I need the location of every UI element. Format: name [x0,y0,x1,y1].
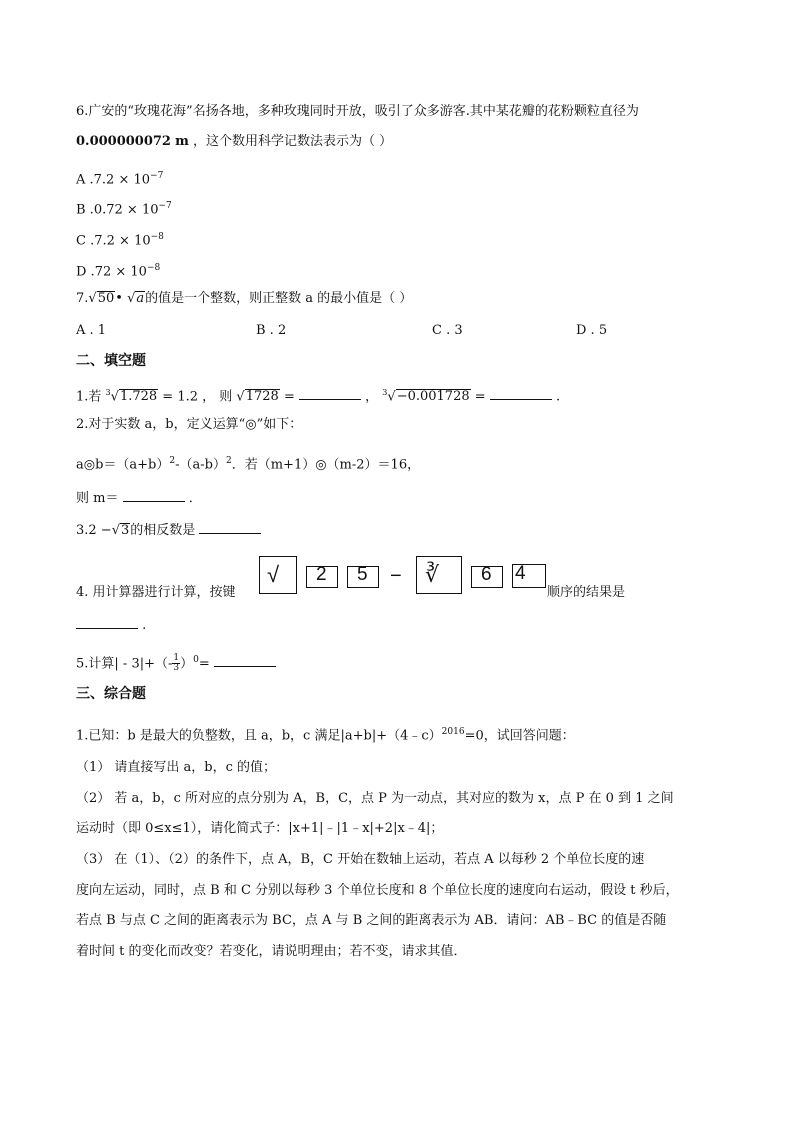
f3-prefix: 3.2 − [76,523,112,538]
c1-part1: （1） 请直接写出 a，b，c 的值； [76,760,277,775]
option-mantissa: 0.72 [93,202,123,218]
f5-prefix: 5.计算| - 3|+（- [76,656,173,672]
f4-answer-line [76,614,146,635]
f2-answer-prefix: 则 m＝ [76,491,119,506]
calc-key-5[interactable] [347,566,379,588]
calc-key-2[interactable] [306,566,338,588]
f1-root-index-1: 3 [105,388,111,397]
q6-number: 0.000000072 [76,134,171,149]
f1-radicand-1: 1.728 [119,389,158,405]
q6-question: ，这个数用科学记数法表示为（ ） [193,134,393,149]
f2-def-a: a◎b＝（a+b） [76,457,170,473]
fraction-numerator: 1 [173,653,180,664]
sqrt-icon: √ [127,291,136,306]
q7-prefix: 7. [76,291,89,306]
option-prefix: B . [76,202,94,218]
f3-question [76,519,261,540]
c1-part3-line4: 着时间 t 的变化而改变？若变化，请说明理由；若不变，请求其值． [76,944,467,959]
f1-root-index-3: 3 [382,388,388,397]
cbrt-icon: √ [110,389,119,405]
calc-key-sqrt[interactable] [259,556,297,594]
f4-end: . [142,618,147,633]
q7-question [76,290,412,308]
section-2-heading: 二、填空题 [76,353,146,369]
option-mantissa: 72 [94,264,112,280]
q7-radicand-2: a [136,291,145,306]
key-label: 4 [515,563,526,584]
f1-comma: ， [365,389,379,405]
calc-minus: − [390,565,402,587]
c1-part2-line2: 运动时（即 0≤x≤1），请化简式子：|x+1|﹣|1﹣x|+2|x﹣4|； [76,821,444,836]
q7-option-c: C . 3 [432,323,463,338]
key-label: 2 [316,564,327,585]
q7-option-d: D . 5 [576,323,608,338]
q6-option-b: B $.0.72 \times 10^{-7}$ [76,201,172,218]
calc-key-cbrt[interactable] [416,556,462,594]
f3-text: 的相反数是 [130,523,196,538]
f1-question [76,384,560,406]
q7-radicand-1: 50 [97,291,115,306]
option-mantissa: 7.2 [93,172,115,188]
q6-line1: 6.广安的“玫瑰花海”名扬各地，多种玫瑰同时开放，吸引了众多游客.其中某花瓣的花粉颗粒直径为 [76,104,639,119]
f4-prefix: 4. 用计算器进行计算，按键 [76,585,236,600]
key-label: 5 [357,564,368,585]
option-mantissa: 7.2 [94,233,115,249]
f2-end: ． [188,491,202,506]
answer-blank[interactable] [214,652,276,667]
f3-radicand: 3 [121,523,130,538]
q7-text: 的值是一个整数，则正整数 a 的最小值是（ ） [145,291,413,306]
c1-line1b: =0，试回答问题： [464,728,575,744]
answer-blank[interactable] [490,385,552,400]
option-prefix: D . [76,264,95,280]
f2-def-b: -（a-b） [175,457,226,473]
key-label: 6 [481,564,492,585]
option-prefix: A . [76,172,94,188]
f5-equals: = [198,656,210,672]
section-3-heading: 三、综合题 [76,686,146,702]
cbrt-icon: ∛ [425,562,440,587]
f2-def-c: ．若（m+1）◎（m-2）＝16， [231,457,421,473]
c1-part3-line1: （3） 在（1）、（2）的条件下，点 A，B，C 开始在数轴上运动，若点 A 以每秒 2 个单位长度的速 [76,852,645,867]
q6-line2 [76,133,392,151]
cbrt-icon: √ [387,389,396,405]
f1-equals-3: = [474,389,486,405]
option-exponent: −8 [150,232,164,242]
f5-close: ） [180,656,194,672]
f1-radicand-2: 1728 [245,389,279,405]
q7-dot: • [115,291,123,306]
c1-part2-line1: （2） 若 a，b，c 所对应的点分别为 A，B，C，点 P 为一动点，其对应的数为 x，点 P 在 0 到 1 之间 [76,791,674,806]
f1-equals-2: = [283,389,295,405]
f1-end: . [555,389,561,405]
calc-key-4[interactable] [512,564,546,588]
f2-line3 [76,487,202,508]
sqrt-icon: √ [236,389,245,405]
calc-key-6[interactable] [471,566,503,588]
sqrt-icon: √ [88,291,97,306]
option-prefix: C . [76,233,95,249]
f2-line2 [76,452,420,474]
c1-part3-line2: 度向左运动，同时，点 B 和 C 分别以每秒 3 个单位长度和 8 个单位长度的速度向右运动，假设 t 秒后， [76,883,679,898]
q7-option-a: A . 1 [76,323,107,338]
option-exponent: −8 [146,263,161,273]
f1-prefix: 1.若 [76,389,102,405]
q6-option-c: C $.7.2 \times 10^{-8}$ [76,232,164,249]
c1-line1a: 1.已知：b 是最大的负整数，且 a，b，c 满足|a+b|+（4﹣c） [76,728,442,744]
q6-unit: m [175,134,189,149]
sqrt-icon: √ [267,562,280,587]
f5-question [76,651,276,673]
f1-equals-1: = 1.2 [162,389,198,405]
c1-part3-line3: 若点 B 与点 C 之间的距离表示为 BC，点 A 与 B 之间的距离表示为 AB．请问：AB﹣BC 的值是否随 [76,913,667,928]
f1-radicand-3: −0.001728 [396,389,470,405]
f2-sup-2: 2 [225,456,232,466]
c1-line1 [76,723,575,745]
f2-line1: 2.对于实数 a，b，定义运算“◎”如下： [76,417,303,432]
f5-exponent: 0 [193,655,199,665]
c1-exponent: 2016 [441,727,465,737]
answer-blank[interactable] [299,385,361,400]
answer-blank[interactable] [199,519,261,534]
answer-blank[interactable] [123,487,185,502]
fraction-denominator: 3 [173,663,180,674]
option-exponent: −7 [158,201,172,211]
q6-option-d: D $.72 \times 10^{-8}$ [76,263,161,280]
sqrt-icon: √ [111,523,120,538]
f1-mid: ， 则 [202,389,233,405]
f2-sup-1: 2 [169,456,176,466]
f5-fraction [172,654,180,673]
option-exponent: −7 [150,171,164,181]
f4-rest: 顺序的结果是 [547,585,626,600]
q6-option-a: A $.7.2 \times 10^{-7}$ [76,171,164,188]
q7-option-b: B . 2 [256,323,287,338]
answer-blank[interactable] [76,614,138,629]
